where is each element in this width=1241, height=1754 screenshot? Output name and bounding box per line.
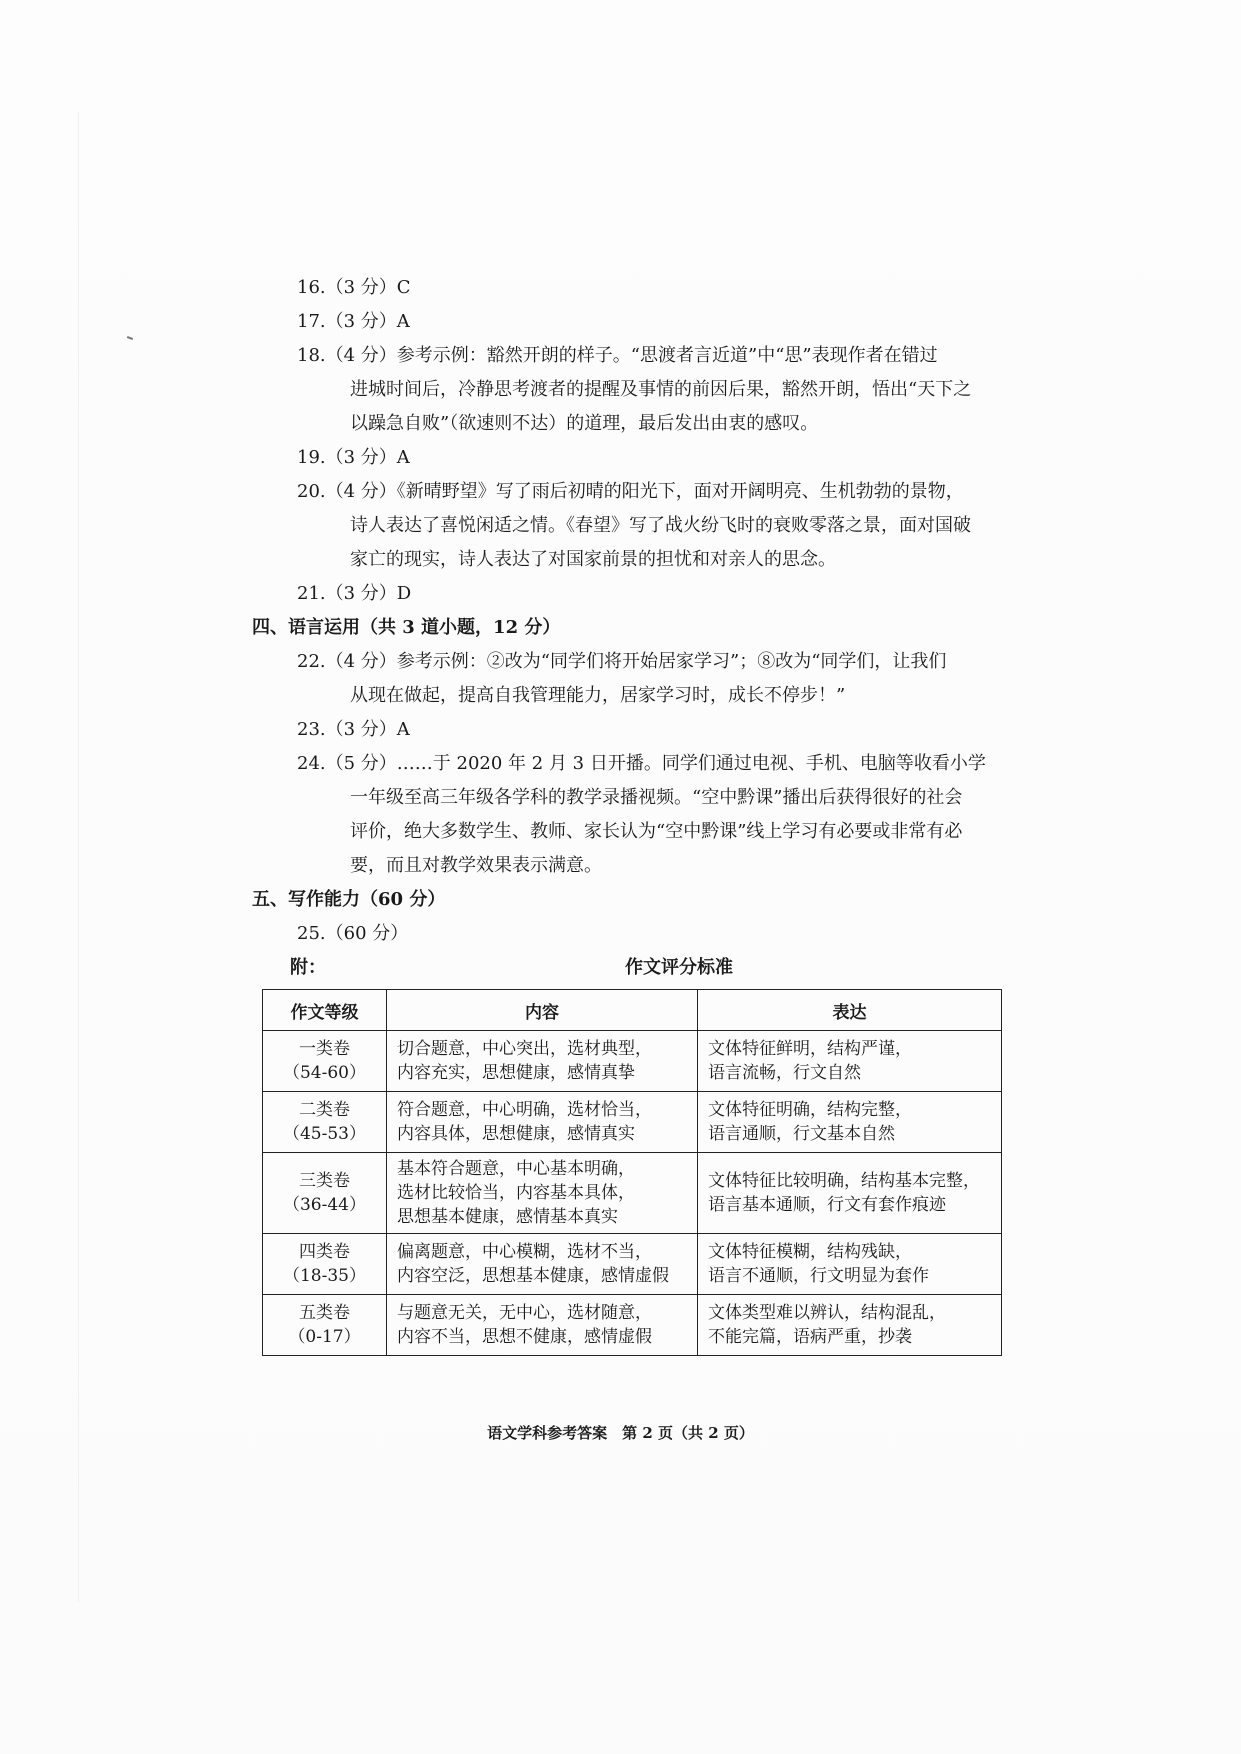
answer-20-line-3: 家亡的现实，诗人表达了对国家前景的担忧和对亲人的思念。 bbox=[350, 549, 836, 570]
content-line: 内容充实，思想健康，感情真挚 bbox=[397, 1063, 635, 1083]
header-expression: 表达 bbox=[698, 990, 1002, 1031]
content-cell bbox=[387, 1153, 698, 1234]
table-row bbox=[263, 1234, 1002, 1295]
answer-20: 20.（4 分）《新晴野望》写了雨后初晴的阳光下，面对开阔明亮、生机勃勃的景物， bbox=[297, 481, 964, 502]
level-range: （54-60） bbox=[282, 1063, 366, 1083]
level-range: （18-35） bbox=[282, 1266, 366, 1286]
header-level: 作文等级 bbox=[263, 990, 387, 1031]
expression-line: 语言不通顺，行文明显为套作 bbox=[708, 1266, 929, 1286]
answer-18-line-2: 进城时间后，冷静思考渡者的提醒及事情的前因后果，豁然开朗，悟出“天下之 bbox=[350, 379, 972, 400]
table-title: 作文评分标准 bbox=[625, 957, 733, 978]
expression-cell bbox=[698, 1092, 1002, 1153]
level-cell bbox=[263, 1234, 387, 1295]
answer-21: 21.（3 分）D bbox=[297, 583, 412, 604]
answer-24-line-3: 评价，绝大多数学生、教师、家长认为“空中黔课”线上学习有必要或非常有必 bbox=[350, 821, 963, 842]
content-line: 符合题意，中心明确，选材恰当， bbox=[397, 1100, 652, 1120]
expression-line: 文体特征鲜明，结构严谨， bbox=[708, 1039, 912, 1059]
content-line: 与题意无关，无中心，选材随意， bbox=[397, 1303, 652, 1323]
expression-line: 语言基本通顺，行文有套作痕迹 bbox=[708, 1195, 946, 1215]
answer-24: 24.（5 分）……于 2020 年 2 月 3 日开播。同学们通过电视、手机、电脑等收看小学 bbox=[297, 753, 986, 774]
level-range: （0-17） bbox=[288, 1327, 361, 1347]
content-cell bbox=[387, 1234, 698, 1295]
level-cell bbox=[263, 1153, 387, 1234]
content-line: 内容不当，思想不健康，感情虚假 bbox=[397, 1327, 652, 1347]
expression-line: 不能完篇，语病严重，抄袭 bbox=[708, 1327, 912, 1347]
expression-line: 文体特征模糊，结构残缺， bbox=[708, 1242, 912, 1262]
expression-line: 文体特征比较明确，结构基本完整， bbox=[708, 1171, 980, 1191]
table-row bbox=[263, 1153, 1002, 1234]
table-row bbox=[263, 1031, 1002, 1092]
grading-table bbox=[262, 989, 1002, 1356]
expression-cell bbox=[698, 1234, 1002, 1295]
level-name: 一类卷 bbox=[299, 1039, 350, 1059]
content-cell bbox=[387, 1295, 698, 1356]
level-cell bbox=[263, 1295, 387, 1356]
scan-edge bbox=[78, 112, 1159, 1602]
level-name: 二类卷 bbox=[299, 1100, 350, 1120]
answer-24-line-4: 要，而且对教学效果表示满意。 bbox=[350, 855, 602, 876]
expression-cell bbox=[698, 1031, 1002, 1092]
page-footer: 语文学科参考答案 第 2 页（共 2 页） bbox=[487, 1424, 754, 1442]
answer-17: 17.（3 分）A bbox=[297, 311, 410, 332]
expression-line: 语言流畅，行文自然 bbox=[708, 1063, 861, 1083]
level-name: 五类卷 bbox=[299, 1303, 350, 1323]
expression-cell bbox=[698, 1295, 1002, 1356]
expression-line: 文体类型难以辨认，结构混乱， bbox=[708, 1303, 946, 1323]
table-row bbox=[263, 1092, 1002, 1153]
answer-19: 19.（3 分）A bbox=[297, 447, 410, 468]
section-4-heading: 四、语言运用（共 3 道小题，12 分） bbox=[252, 617, 561, 638]
answer-24-line-2: 一年级至高三年级各学科的教学录播视频。“空中黔课”播出后获得很好的社会 bbox=[350, 787, 963, 808]
level-name: 四类卷 bbox=[299, 1242, 350, 1262]
answer-23: 23.（3 分）A bbox=[297, 719, 410, 740]
content-line: 选材比较恰当，内容基本具体， bbox=[397, 1183, 635, 1203]
answer-25: 25.（60 分） bbox=[297, 923, 409, 944]
content-cell bbox=[387, 1031, 698, 1092]
appendix-label: 附： bbox=[290, 957, 326, 978]
content-line: 偏离题意，中心模糊，选材不当， bbox=[397, 1242, 652, 1262]
level-name: 三类卷 bbox=[299, 1171, 350, 1191]
section-5-heading: 五、写作能力（60 分） bbox=[252, 889, 446, 910]
level-range: （45-53） bbox=[282, 1124, 366, 1144]
answer-16: 16.（3 分）C bbox=[297, 277, 411, 298]
expression-line: 语言通顺，行文基本自然 bbox=[708, 1124, 895, 1144]
table-header-row bbox=[263, 990, 1002, 1031]
level-cell bbox=[263, 1031, 387, 1092]
header-content: 内容 bbox=[387, 990, 698, 1031]
answer-22-line-2: 从现在做起，提高自我管理能力，居家学习时，成长不停步！” bbox=[350, 685, 846, 706]
level-range: （36-44） bbox=[282, 1195, 366, 1215]
table-row bbox=[263, 1295, 1002, 1356]
content-line: 思想基本健康，感情基本真实 bbox=[397, 1207, 618, 1227]
content-line: 切合题意，中心突出，选材典型， bbox=[397, 1039, 652, 1059]
content-cell bbox=[387, 1092, 698, 1153]
content-line: 内容空泛，思想基本健康，感情虚假 bbox=[397, 1266, 669, 1286]
answer-22: 22.（4 分）参考示例：②改为“同学们将开始居家学习”；⑧改为“同学们，让我们 bbox=[297, 651, 947, 672]
answer-20-line-2: 诗人表达了喜悦闲适之情。《春望》写了战火纷飞时的衰败零落之景，面对国破 bbox=[350, 515, 971, 536]
level-cell bbox=[263, 1092, 387, 1153]
expression-cell bbox=[698, 1153, 1002, 1234]
content-line: 基本符合题意，中心基本明确， bbox=[397, 1159, 635, 1179]
content-line: 内容具体，思想健康，感情真实 bbox=[397, 1124, 635, 1144]
answer-18: 18.（4 分）参考示例：豁然开朗的样子。“思渡者言近道”中“思”表现作者在错过 bbox=[297, 345, 938, 366]
answer-18-line-3: 以躁急自败”（欲速则不达）的道理，最后发出由衷的感叹。 bbox=[350, 413, 819, 434]
expression-line: 文体特征明确，结构完整， bbox=[708, 1100, 912, 1120]
